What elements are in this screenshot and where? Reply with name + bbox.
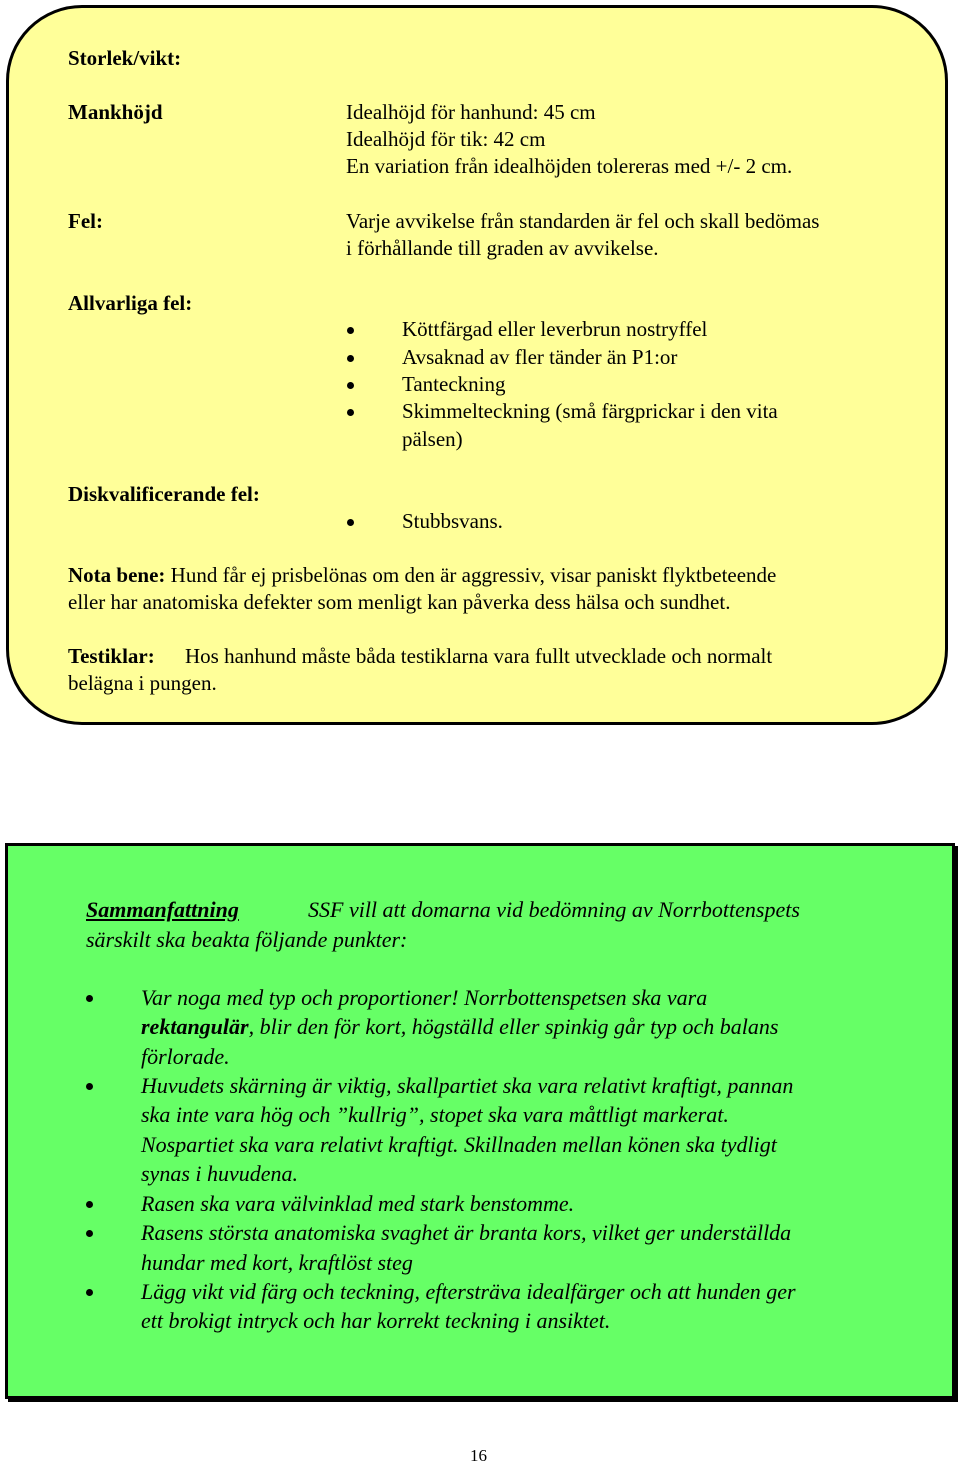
allvarliga-fel-item: Tanteckning — [402, 372, 506, 396]
bullet-icon — [347, 327, 354, 334]
bullet-icon — [86, 1083, 93, 1090]
allvarliga-fel-label: Allvarliga fel: — [68, 291, 193, 315]
bullet-icon — [86, 995, 93, 1002]
fel-line: Varje avvikelse från standarden är fel och skall bedömas — [346, 209, 820, 233]
fel-label: Fel: — [68, 209, 103, 233]
summary-point-line: ett brokigt intryck och har korrekt teckning i ansiktet. — [141, 1308, 611, 1333]
bullet-icon — [86, 1201, 93, 1208]
nota-bene-line: eller har anatomiska defekter som menligt kan påverka dess hälsa och sundhet. — [68, 590, 731, 614]
allvarliga-fel-item: Skimmelteckning (små färgprickar i den vita — [402, 399, 778, 423]
bullet-icon — [347, 409, 354, 416]
summary-point: Var noga med typ och proportioner! Norrbottenspetsen ska vara — [141, 985, 708, 1010]
summary-point: Lägg vikt vid färg och teckning, eftersträva idealfärger och att hunden ger — [141, 1279, 796, 1304]
mankhojd-label: Mankhöjd — [68, 100, 163, 124]
diskvalificerande-fel-item: Stubbsvans. — [402, 509, 503, 533]
allvarliga-fel-item: pälsen) — [402, 427, 463, 451]
page-number: 16 — [470, 1446, 487, 1465]
nota-bene-label: Nota bene: — [68, 563, 166, 587]
bullet-icon — [347, 519, 354, 526]
bullet-icon — [347, 355, 354, 362]
nota-bene-text: Hund får ej prisbelönas om den är aggressiv, visar paniskt flyktbeteende — [170, 563, 777, 587]
summary-intro-line: särskilt ska beakta följande punkter: — [86, 927, 408, 952]
summary-intro: SSF vill att domarna vid bedömning av Norrbottenspets — [308, 897, 800, 922]
summary-point: Rasen ska vara välvinklad med stark benstomme. — [141, 1191, 575, 1216]
allvarliga-fel-item: Köttfärgad eller leverbrun nostryffel — [402, 317, 708, 341]
summary-point-line: rektangulär, blir den för kort, högställd eller spinkig går typ och balans — [141, 1014, 779, 1039]
nota-bene-paragraph — [68, 562, 776, 589]
size-heading: Storlek/vikt: — [68, 46, 182, 70]
testiklar-line: belägna i pungen. — [68, 671, 217, 695]
bullet-icon — [347, 382, 354, 389]
summary-point-line: ska inte vara hög och ”kullrig”, stopet ska vara måttligt markerat. — [141, 1102, 729, 1127]
mankhojd-line: Idealhöjd för tik: 42 cm — [346, 127, 546, 151]
summary-point-line: förlorade. — [141, 1044, 230, 1069]
testiklar-label: Testiklar: — [68, 644, 155, 668]
summary-point-line: hundar med kort, kraftlöst steg — [141, 1250, 413, 1275]
summary-label: Sammanfattning — [86, 897, 239, 922]
summary-point: Huvudets skärning är viktig, skallpartiet ska vara relativt kraftigt, pannan — [141, 1073, 794, 1098]
summary-point-line: Nospartiet ska vara relativt kraftigt. Skillnaden mellan könen ska tydligt — [141, 1132, 777, 1157]
allvarliga-fel-item: Avsaknad av fler tänder än P1:or — [402, 345, 678, 369]
bullet-icon — [86, 1289, 93, 1296]
mankhojd-line: En variation från idealhöjden tolereras med +/- 2 cm. — [346, 154, 793, 178]
testiklar-text: Hos hanhund måste båda testiklarna vara fullt utvecklade och normalt — [185, 644, 773, 668]
fel-line: i förhållande till graden av avvikelse. — [346, 236, 659, 260]
bullet-icon — [86, 1230, 93, 1237]
diskvalificerande-fel-label: Diskvalificerande fel: — [68, 482, 260, 506]
summary-point: Rasens största anatomiska svaghet är branta kors, vilket ger underställda — [141, 1220, 792, 1245]
summary-point-line: synas i huvudena. — [141, 1161, 299, 1186]
mankhojd-line: Idealhöjd för hanhund: 45 cm — [346, 100, 596, 124]
